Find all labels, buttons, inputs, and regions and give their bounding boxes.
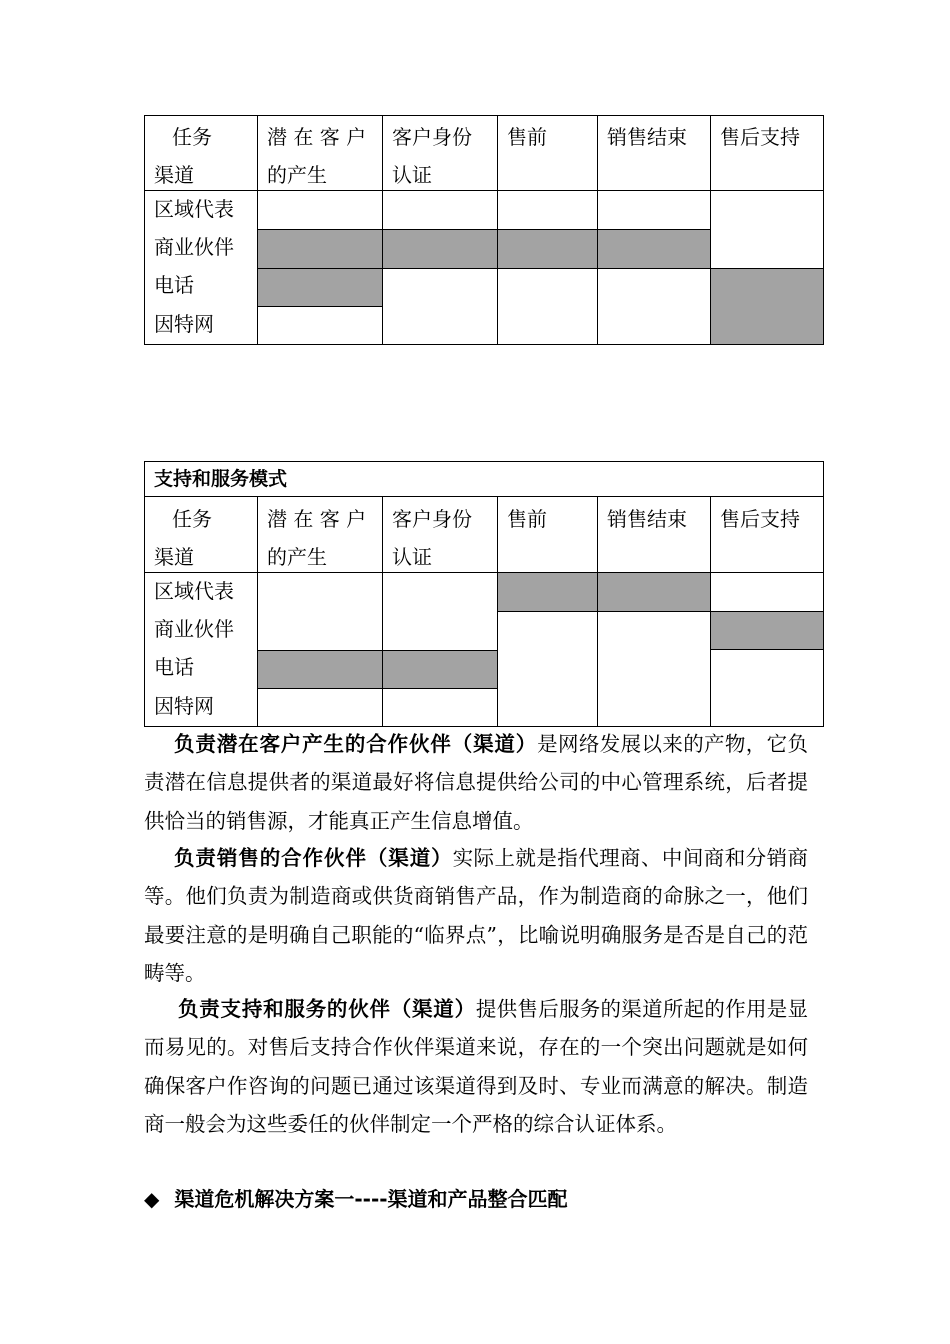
shade-presales-regional: [498, 573, 598, 611]
shade-lead-generation-phone: [258, 650, 383, 688]
header-task-label: 任务: [172, 125, 212, 149]
shade-qualification-phone: [383, 650, 498, 688]
row-label-business-partner: 商业伙伴: [154, 235, 234, 259]
header-presales: 售前: [507, 507, 547, 531]
section-heading: [144, 1180, 568, 1218]
paragraph-text: 提供售后服务的渠道所起的作用是显而易见的。对售后支持合作伙伴渠道来说，存在的一个突出问题就是如何确保客户作咨询的问题已通过该渠道得到及时、专业而满意的解决。制造商一般会为这些委任的伙伴制定一个严格的综合认证体系。: [144, 997, 809, 1137]
row-label-phone: 电话: [154, 273, 194, 297]
shade-presales-partner: [498, 229, 598, 268]
row-label-phone: 电话: [154, 655, 194, 679]
shade-lead-generation-partner: [258, 229, 383, 268]
row-label-internet: 因特网: [154, 694, 214, 718]
row-label-regional-rep: 区域代表: [154, 579, 234, 603]
channel-task-table-1: [144, 115, 824, 345]
paragraph-lead: 负责销售的合作伙伴（渠道）: [174, 846, 453, 870]
header-close-sale: 销售结束: [607, 507, 687, 531]
header-qualification: 客户身份 认证: [392, 507, 472, 569]
header-task-label: 任务: [172, 507, 212, 531]
shade-close-regional: [598, 573, 711, 611]
header-presales: 售前: [507, 125, 547, 149]
paragraph-lead: 负责潜在客户产生的合作伙伴（渠道）: [174, 732, 538, 756]
header-aftersales: 售后支持: [720, 125, 800, 149]
paragraph-text: 是网络发展以来的产物，它负责潜在信息提供者的渠道最好将信息提供给公司的中心管理系统，后者提供恰当的销售源，才能真正产生信息增值。: [144, 732, 809, 833]
paragraph-lead: 负责支持和服务的伙伴（渠道）: [178, 997, 476, 1021]
row-label-internet: 因特网: [154, 312, 214, 336]
header-close-sale: 销售结束: [607, 125, 687, 149]
diamond-bullet-icon: ◆: [144, 1187, 160, 1211]
section-heading-text: 渠道危机解决方案一----渠道和产品整合匹配: [174, 1187, 568, 1211]
table-caption: 支持和服务模式: [145, 462, 823, 497]
shade-lead-generation-phone: [258, 268, 383, 306]
shade-aftersales-partner: [711, 611, 823, 649]
header-lead-generation: 潜 在 客 户 的产生: [267, 125, 367, 187]
channel-task-table-2: [144, 461, 824, 727]
paragraph-lead-generation-partners: [144, 725, 808, 840]
paragraph-text: 实际上就是指代理商、中间商和分销商等。他们负责为制造商或供货商销售产品，作为制造商的命脉之一，他们最要注意的是明确自己职能的“临界点”，比喻说明确服务是否是自己的范畴等。: [144, 846, 809, 986]
shade-aftersales-phone-internet: [711, 268, 823, 344]
paragraph-support-partners: [144, 990, 808, 1144]
header-channel-label: 渠道: [154, 545, 194, 569]
row-label-regional-rep: 区域代表: [154, 197, 234, 221]
shade-qualification-partner: [383, 229, 498, 268]
paragraph-sales-partners: [144, 839, 808, 993]
header-lead-generation: 潜 在 客 户 的产生: [267, 507, 367, 569]
header-aftersales: 售后支持: [720, 507, 800, 531]
shade-close-partner: [598, 229, 711, 268]
header-qualification: 客户身份 认证: [392, 125, 472, 187]
row-label-business-partner: 商业伙伴: [154, 617, 234, 641]
header-channel-label: 渠道: [154, 163, 194, 187]
